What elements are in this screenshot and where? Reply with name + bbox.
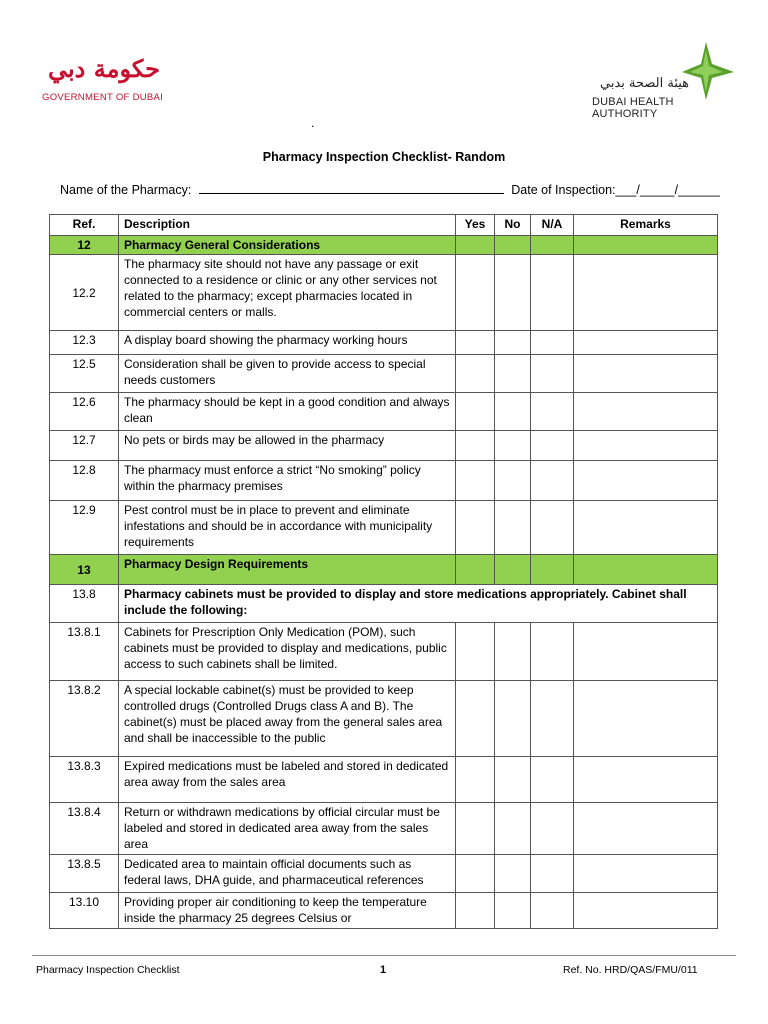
row-description: Pharmacy Design Requirements bbox=[119, 555, 456, 585]
row-description: A display board showing the pharmacy working hours bbox=[119, 331, 456, 355]
yes-checkbox[interactable] bbox=[456, 893, 495, 929]
yes-checkbox[interactable] bbox=[456, 255, 495, 331]
government-of-dubai-logo bbox=[42, 54, 182, 104]
row-ref: 13.8.1 bbox=[50, 623, 119, 681]
na-checkbox[interactable] bbox=[531, 757, 574, 803]
remarks-field[interactable] bbox=[574, 431, 718, 461]
no-checkbox[interactable] bbox=[495, 681, 531, 757]
row-description: Dedicated area to maintain official documents such as federal laws, DHA guide, and pharmaceutical references bbox=[119, 855, 456, 893]
stray-dot: . bbox=[311, 116, 315, 130]
row-description: Pharmacy cabinets must be provided to display and store medications appropriately. Cabinet shall include the following: bbox=[119, 585, 718, 623]
row-description: No pets or birds may be allowed in the pharmacy bbox=[119, 431, 456, 461]
no-checkbox[interactable] bbox=[495, 461, 531, 501]
header-yes: Yes bbox=[456, 215, 495, 236]
pharmacy-name-field[interactable] bbox=[199, 181, 504, 194]
no-checkbox[interactable] bbox=[495, 355, 531, 393]
no-checkbox[interactable] bbox=[495, 623, 531, 681]
row-description: The pharmacy must enforce a strict “No smoking” policy within the pharmacy premises bbox=[119, 461, 456, 501]
table-row bbox=[50, 855, 718, 893]
pharmacy-name-label: Name of the Pharmacy: bbox=[60, 183, 192, 197]
remarks-field[interactable] bbox=[574, 623, 718, 681]
row-ref: 12 bbox=[50, 236, 119, 255]
remarks-field[interactable] bbox=[574, 855, 718, 893]
yes-checkbox[interactable] bbox=[456, 803, 495, 855]
na-checkbox[interactable] bbox=[531, 893, 574, 929]
footer-divider bbox=[32, 955, 736, 956]
no-checkbox[interactable] bbox=[495, 393, 531, 431]
yes-checkbox[interactable] bbox=[456, 623, 495, 681]
no-checkbox[interactable] bbox=[495, 255, 531, 331]
row-ref: 13.10 bbox=[50, 893, 119, 929]
dha-star-icon bbox=[668, 42, 738, 102]
row-description: Return or withdrawn medications by official circular must be labeled and stored in dedicated area away from the sales area bbox=[119, 803, 456, 855]
dha-logo-arabic: هيئة الصحة بدبي bbox=[600, 76, 690, 91]
row-ref: 13.8.3 bbox=[50, 757, 119, 803]
remarks-field[interactable] bbox=[574, 331, 718, 355]
table-row bbox=[50, 431, 718, 461]
table-row bbox=[50, 461, 718, 501]
no-checkbox[interactable] bbox=[495, 803, 531, 855]
yes-checkbox[interactable] bbox=[456, 501, 495, 555]
date-of-inspection-label: Date of Inspection: bbox=[511, 183, 616, 197]
remarks-field[interactable] bbox=[574, 393, 718, 431]
table-row bbox=[50, 893, 718, 929]
remarks-field[interactable] bbox=[574, 757, 718, 803]
yes-checkbox[interactable] bbox=[456, 855, 495, 893]
na-checkbox[interactable] bbox=[531, 355, 574, 393]
row-description: The pharmacy should be kept in a good condition and always clean bbox=[119, 393, 456, 431]
yes-checkbox[interactable] bbox=[456, 681, 495, 757]
header-ref: Ref. bbox=[50, 215, 119, 236]
no-cell bbox=[495, 555, 531, 585]
yes-checkbox[interactable] bbox=[456, 331, 495, 355]
remarks-field[interactable] bbox=[574, 461, 718, 501]
row-description: Expired medications must be labeled and stored in dedicated area away from the sales area bbox=[119, 757, 456, 803]
yes-checkbox[interactable] bbox=[456, 431, 495, 461]
table-row bbox=[50, 803, 718, 855]
na-checkbox[interactable] bbox=[531, 393, 574, 431]
gov-logo-english: GOVERNMENT OF DUBAI bbox=[42, 92, 164, 103]
no-checkbox[interactable] bbox=[495, 431, 531, 461]
header-no: No bbox=[495, 215, 531, 236]
remarks-cell bbox=[574, 236, 718, 255]
no-checkbox[interactable] bbox=[495, 893, 531, 929]
no-cell bbox=[495, 236, 531, 255]
header-remarks: Remarks bbox=[574, 215, 718, 236]
na-cell bbox=[531, 236, 574, 255]
remarks-field[interactable] bbox=[574, 501, 718, 555]
na-checkbox[interactable] bbox=[531, 855, 574, 893]
dha-logo-english: DUBAI HEALTH AUTHORITY bbox=[592, 96, 674, 120]
row-description: Cabinets for Prescription Only Medication (POM), such cabinets must be provided to display and medications, public access to such cabinets shall be limited. bbox=[119, 623, 456, 681]
row-ref: 13.8.5 bbox=[50, 855, 119, 893]
row-description: Consideration shall be given to provide access to special needs customers bbox=[119, 355, 456, 393]
row-description: Providing proper air conditioning to keep the temperature inside the pharmacy 25 degrees Celsius or bbox=[119, 893, 456, 929]
remarks-field[interactable] bbox=[574, 255, 718, 331]
yes-checkbox[interactable] bbox=[456, 393, 495, 431]
na-checkbox[interactable] bbox=[531, 501, 574, 555]
section-row bbox=[50, 236, 718, 255]
row-ref: 12.9 bbox=[50, 501, 119, 555]
inspection-checklist-table bbox=[49, 214, 718, 929]
row-ref: 13 bbox=[50, 555, 119, 585]
no-checkbox[interactable] bbox=[495, 757, 531, 803]
no-checkbox[interactable] bbox=[495, 855, 531, 893]
remarks-field[interactable] bbox=[574, 803, 718, 855]
footer-page-number: 1 bbox=[380, 964, 387, 976]
pharmacy-info-line bbox=[60, 181, 720, 197]
date-of-inspection-field[interactable]: ___/_____/______ bbox=[615, 183, 720, 197]
row-ref: 13.8.2 bbox=[50, 681, 119, 757]
na-checkbox[interactable] bbox=[531, 255, 574, 331]
section-row bbox=[50, 555, 718, 585]
na-cell bbox=[531, 555, 574, 585]
row-description: Pharmacy General Considerations bbox=[119, 236, 456, 255]
row-ref: 12.5 bbox=[50, 355, 119, 393]
row-ref: 13.8 bbox=[50, 585, 119, 623]
remarks-field[interactable] bbox=[574, 355, 718, 393]
remarks-field[interactable] bbox=[574, 681, 718, 757]
na-checkbox[interactable] bbox=[531, 461, 574, 501]
row-ref: 13.8.4 bbox=[50, 803, 119, 855]
table-row bbox=[50, 623, 718, 681]
table-row bbox=[50, 255, 718, 331]
remarks-cell bbox=[574, 555, 718, 585]
table-row bbox=[50, 501, 718, 555]
row-ref: 12.7 bbox=[50, 431, 119, 461]
row-description: The pharmacy site should not have any passage or exit connected to a residence or clinic or any other services not related to the pharmacy; except pharmacies located in commercial centers or malls. bbox=[119, 255, 456, 331]
footer-reference-number: Ref. No. HRD/QAS/FMU/011 bbox=[563, 964, 698, 976]
row-ref: 12.6 bbox=[50, 393, 119, 431]
no-checkbox[interactable] bbox=[495, 501, 531, 555]
gov-logo-arabic: حكومة دبي bbox=[48, 54, 160, 83]
table-row bbox=[50, 393, 718, 431]
yes-checkbox[interactable] bbox=[456, 757, 495, 803]
header-description: Description bbox=[119, 215, 456, 236]
header-na: N/A bbox=[531, 215, 574, 236]
row-ref: 12.2 bbox=[50, 255, 119, 331]
yes-checkbox[interactable] bbox=[456, 355, 495, 393]
table-row bbox=[50, 757, 718, 803]
row-description: Pest control must be in place to prevent and eliminate infestations and should be in accordance with municipality requirements bbox=[119, 501, 456, 555]
na-checkbox[interactable] bbox=[531, 431, 574, 461]
table-row bbox=[50, 585, 718, 623]
row-ref: 12.3 bbox=[50, 331, 119, 355]
page-title: Pharmacy Inspection Checklist- Random bbox=[262, 150, 506, 164]
no-checkbox[interactable] bbox=[495, 331, 531, 355]
table-row bbox=[50, 355, 718, 393]
yes-cell bbox=[456, 236, 495, 255]
na-checkbox[interactable] bbox=[531, 803, 574, 855]
na-checkbox[interactable] bbox=[531, 623, 574, 681]
table-row bbox=[50, 681, 718, 757]
na-checkbox[interactable] bbox=[531, 681, 574, 757]
row-description: A special lockable cabinet(s) must be provided to keep controlled drugs (Controlled Drugs class A and B). The cabinet(s) must be placed away from the general sales area and shall be inaccessible to the public bbox=[119, 681, 456, 757]
table-header-row bbox=[50, 215, 718, 236]
yes-checkbox[interactable] bbox=[456, 461, 495, 501]
footer-document-title: Pharmacy Inspection Checklist bbox=[36, 964, 180, 976]
dubai-health-authority-logo bbox=[590, 42, 740, 120]
table-row bbox=[50, 331, 718, 355]
remarks-field[interactable] bbox=[574, 893, 718, 929]
yes-cell bbox=[456, 555, 495, 585]
row-ref: 12.8 bbox=[50, 461, 119, 501]
na-checkbox[interactable] bbox=[531, 331, 574, 355]
